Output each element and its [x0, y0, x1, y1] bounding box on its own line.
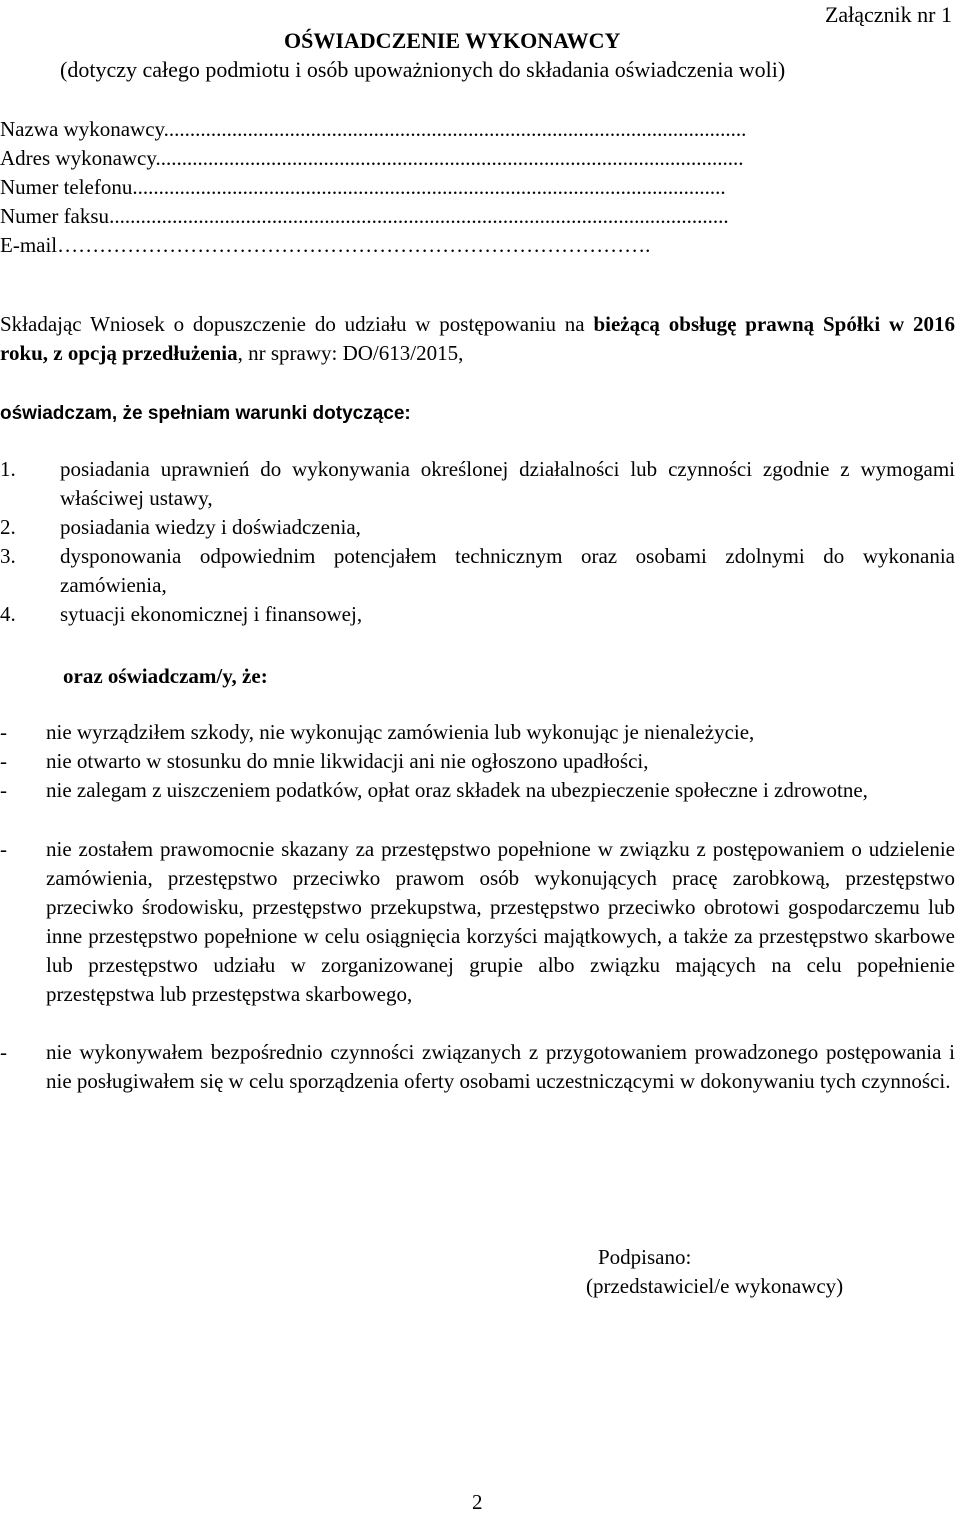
statement-dash: - [0, 1040, 7, 1064]
declaration-heading: oświadczam, że spełniam warunki dotyczące: [0, 403, 411, 424]
statement-dash: - [0, 778, 7, 802]
statement-item [0, 835, 955, 1009]
field-phone [0, 173, 860, 202]
field-label: Numer faksu [0, 204, 110, 228]
condition-number: 4. [0, 602, 16, 626]
statement-dash: - [0, 749, 7, 773]
field-label: E-mail [0, 233, 58, 257]
statement-dash: - [0, 837, 7, 861]
condition-text: dysponowania odpowiednim potencjałem technicznym oraz osobami zdolnymi do wykonania zamówienia, [60, 544, 955, 597]
condition-number: 2. [0, 515, 16, 539]
field-email [0, 231, 860, 260]
condition-number: 3. [0, 544, 16, 568]
statement-dash: - [0, 720, 7, 744]
signature-label: Podpisano: [598, 1245, 692, 1269]
condition-item [0, 455, 955, 513]
additional-declaration-heading: oraz oświadczam/y, że: [63, 664, 268, 688]
condition-item [0, 600, 955, 629]
intro-text-2: , nr sprawy: DO/613/2015, [237, 341, 464, 365]
signature-role: (przedstawiciel/e wykonawcy) [586, 1274, 844, 1298]
intro-text-1: Składając Wniosek o dopuszczenie do udziału w postępowaniu na [0, 312, 594, 336]
field-dots: ................................................................................................................. [132, 175, 726, 199]
document-title-text: OŚWIADCZENIE WYKONAWCY [284, 28, 621, 53]
field-dots: …………………………………………………………………………. [57, 233, 651, 257]
statement-item [0, 1038, 955, 1096]
statement-text: nie zalegam z uiszczeniem podatków, opłat oraz składek na ubezpieczenie społeczne i zdrowotne, [46, 778, 868, 802]
field-dots: ............................................................................................................... [163, 117, 747, 141]
statement-text: nie zostałem prawomocnie skazany za przestępstwo popełnione w związku z postępowaniem o udzielenie zamówienia, przestępstwo przeciwko prawom osób wykonujących pracę zarobkową, przestępstwo przeciwko środowisku, przestępstwo przekupstwa, przestępstwo przeciwko obrotowi gospodarczemu lub inne przestępstwo popełnione w celu osiągnięcia korzyści majątkowych, a także za przestępstwo skarbowe lub przestępstwo udziału w zorganizowanej grupie albo związku mających na celu popełnienie przestępstwa lub przestępstwa skarbowego, [46, 837, 955, 1006]
statement-text: nie wykonywałem bezpośrednio czynności związanych z przygotowaniem prowadzonego postępowania i nie posługiwałem się w celu sporządzenia oferty osobami uczestniczącymi w dokonywaniu tych czynności. [46, 1040, 955, 1093]
field-dots: ................................................................................................................ [155, 146, 744, 170]
condition-item [0, 513, 955, 542]
statement-item [0, 747, 955, 776]
field-contractor-address [0, 144, 860, 173]
statement-item [0, 718, 955, 747]
condition-text: sytuacji ekonomicznej i finansowej, [60, 602, 363, 626]
intro-bold-subject: bieżącą obsługę prawną Spółki w 2016 roku, z opcją przedłużenia [0, 312, 955, 365]
field-label: Adres wykonawcy [0, 146, 156, 170]
annex-label: Załącznik nr 1 [824, 2, 952, 27]
statement-text: nie otwarto w stosunku do mnie likwidacji ani nie ogłoszono upadłości, [46, 749, 649, 773]
field-label: Nazwa wykonawcy [0, 117, 164, 141]
field-dots: ...................................................................................................................... [109, 204, 729, 228]
statement-text: nie wyrządziłem szkody, nie wykonując zamówienia lub wykonując je nienależycie, [46, 720, 755, 744]
statement-item [0, 776, 955, 805]
field-fax [0, 202, 860, 231]
condition-item [0, 542, 955, 600]
document-subtitle: (dotyczy całego podmiotu i osób upoważnionych do składania oświadczenia woli) [60, 57, 786, 82]
condition-text: posiadania wiedzy i doświadczenia, [60, 515, 361, 539]
condition-text: posiadania uprawnień do wykonywania określonej działalności lub czynności zgodnie z wymogami właściwej ustawy, [60, 457, 955, 510]
field-contractor-name [0, 115, 860, 144]
intro-paragraph [0, 310, 955, 368]
page-number: 2 [472, 1490, 483, 1514]
condition-number: 1. [0, 457, 16, 481]
field-label: Numer telefonu [0, 175, 133, 199]
